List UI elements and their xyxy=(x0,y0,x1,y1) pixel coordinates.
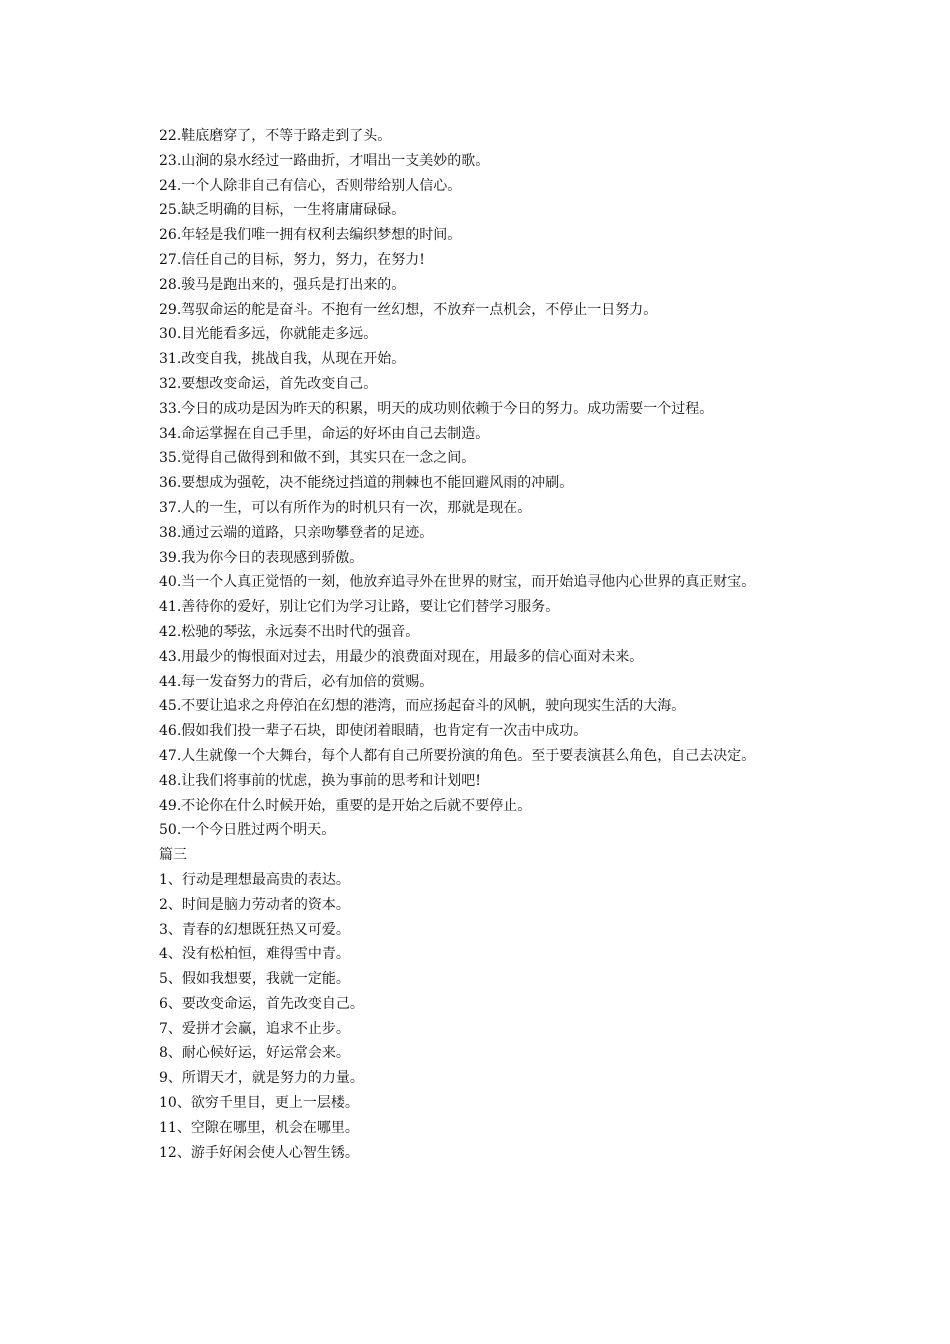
quote-line: 3、青春的幻想既狂热又可爱。 xyxy=(159,921,350,938)
quote-line: 24.一个人除非自己有信心，否则带给别人信心。 xyxy=(159,177,462,194)
quote-line: 50.一个今日胜过两个明天。 xyxy=(159,822,336,839)
quote-line: 26.年轻是我们唯一拥有权利去编织梦想的时间。 xyxy=(159,227,462,244)
quote-line: 33.今日的成功是因为昨天的积累，明天的成功则依赖于今日的努力。成功需要一个过程。 xyxy=(159,400,714,417)
quote-line: 48.让我们将事前的忧虑，换为事前的思考和计划吧! xyxy=(159,772,481,789)
quote-line: 37.人的一生，可以有所作为的时机只有一次，那就是现在。 xyxy=(159,499,532,516)
quote-line: 9、所谓天才，就是努力的力量。 xyxy=(159,1070,364,1087)
quote-line: 2、时间是脑力劳动者的资本。 xyxy=(159,896,350,913)
quote-line: 35.觉得自己做得到和做不到，其实只在一念之间。 xyxy=(159,450,476,467)
quote-line: 46.假如我们投一辈子石块，即使闭着眼睛，也肯定有一次击中成功。 xyxy=(159,723,588,740)
quote-line: 49.不论你在什么时候开始，重要的是开始之后就不要停止。 xyxy=(159,797,532,814)
quote-line: 36.要想成为强乾，决不能绕过挡道的荆棘也不能回避风雨的冲刷。 xyxy=(159,475,574,492)
quote-line: 8、耐心候好运，好运常会来。 xyxy=(159,1045,350,1062)
document-body xyxy=(137,124,817,1165)
quote-line: 30.目光能看多远，你就能走多远。 xyxy=(159,326,378,343)
quote-line: 39.我为你今日的表现感到骄傲。 xyxy=(159,549,364,566)
quote-line: 45.不要让追求之舟停泊在幻想的港湾，而应扬起奋斗的风帆，驶向现实生活的大海。 xyxy=(159,698,686,715)
quote-line: 29.驾驭命运的舵是奋斗。不抱有一丝幻想，不放弃一点机会，不停止一日努力。 xyxy=(159,301,658,318)
quote-line: 31.改变自我，挑战自我，从现在开始。 xyxy=(159,351,406,368)
quote-line: 34.命运掌握在自己手里，命运的好坏由自己去制造。 xyxy=(159,425,490,442)
quote-line: 6、要改变命运，首先改变自己。 xyxy=(159,995,364,1012)
quote-line: 44.每一发奋努力的背后，必有加倍的赏赐。 xyxy=(159,673,434,690)
quote-line: 47.人生就像一个大舞台，每个人都有自己所要扮演的角色。至于要表演甚么角色，自己去决定。 xyxy=(159,747,756,764)
quote-line: 7、爱拼才会赢，追求不止步。 xyxy=(159,1020,350,1037)
quote-line: 42.松驰的琴弦，永远奏不出时代的强音。 xyxy=(159,623,420,640)
quote-line: 12、游手好闲会使人心智生锈。 xyxy=(159,1144,359,1161)
quote-line: 43.用最少的悔恨面对过去，用最少的浪费面对现在，用最多的信心面对未来。 xyxy=(159,648,644,665)
quote-line: 23.山涧的泉水经过一路曲折，才唱出一支美妙的歌。 xyxy=(159,152,490,169)
quote-line: 1、行动是理想最高贵的表达。 xyxy=(159,871,350,888)
quote-line: 4、没有松柏恒，难得雪中青。 xyxy=(159,946,350,963)
quote-line: 22.鞋底磨穿了，不等于路走到了头。 xyxy=(159,128,392,144)
quote-line: 28.骏马是跑出来的，强兵是打出来的。 xyxy=(159,276,406,293)
quote-line: 10、欲穷千里目，更上一层楼。 xyxy=(159,1095,359,1112)
quote-line: 41.善待你的爱好，别让它们为学习让路，要让它们替学习服务。 xyxy=(159,599,560,616)
quote-line: 11、空隙在哪里，机会在哪里。 xyxy=(159,1119,359,1136)
quote-line: 25.缺乏明确的目标，一生将庸庸碌碌。 xyxy=(159,202,406,219)
quote-line: 27.信任自己的目标，努力，努力，在努力! xyxy=(159,251,425,268)
quote-line: 38.通过云端的道路，只亲吻攀登者的足迹。 xyxy=(159,524,434,541)
section-heading: 篇三 xyxy=(159,847,187,864)
quote-line: 40.当一个人真正觉悟的一刻，他放弃追寻外在世界的财宝，而开始追寻他内心世界的真正财宝。 xyxy=(159,574,756,591)
quote-line: 32.要想改变命运，首先改变自己。 xyxy=(159,375,378,392)
quote-line: 5、假如我想要，我就一定能。 xyxy=(159,971,350,988)
